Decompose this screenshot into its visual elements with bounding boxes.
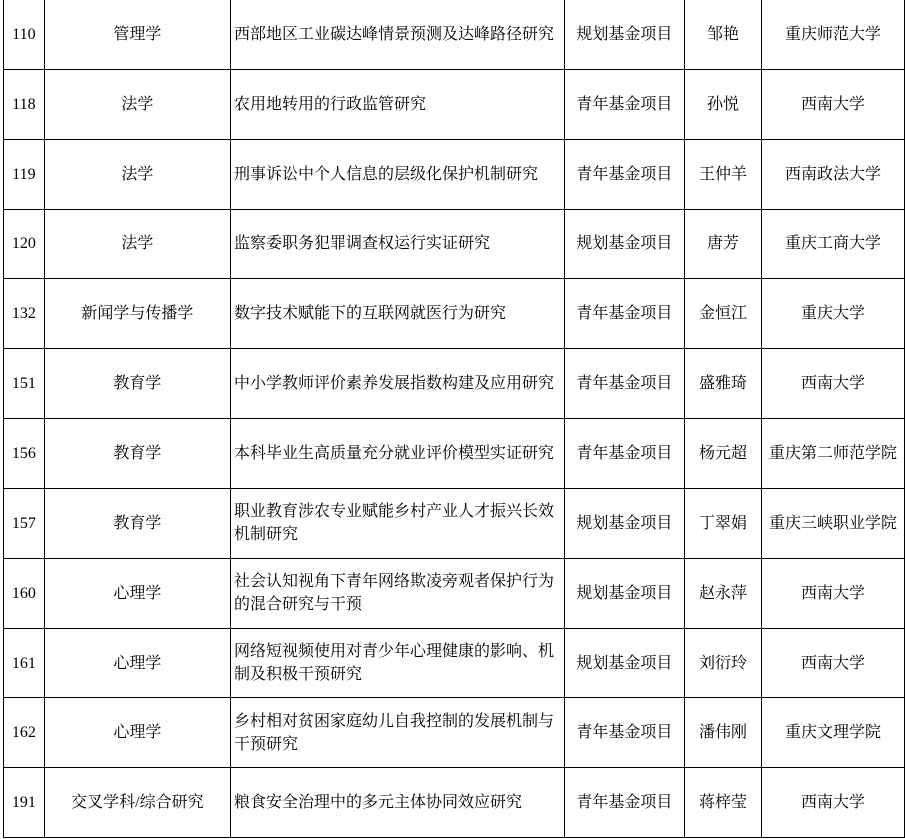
cell-project-title: 农用地转用的行政监管研究 bbox=[230, 69, 564, 139]
table-row bbox=[4, 419, 905, 489]
table-row bbox=[4, 698, 905, 768]
cell-fund-type: 青年基金项目 bbox=[564, 698, 684, 768]
cell-fund-type: 青年基金项目 bbox=[564, 768, 684, 838]
cell-project-title: 粮食安全治理中的多元主体协同效应研究 bbox=[230, 768, 564, 838]
cell-project-title: 中小学教师评价素养发展指数构建及应用研究 bbox=[230, 349, 564, 419]
cell-serial-number: 151 bbox=[4, 349, 45, 419]
cell-serial-number: 156 bbox=[4, 419, 45, 489]
cell-university: 重庆第二师范学院 bbox=[762, 419, 905, 489]
cell-university: 西南大学 bbox=[762, 69, 905, 139]
cell-serial-number: 191 bbox=[4, 768, 45, 838]
table-row bbox=[4, 209, 905, 279]
cell-discipline: 法学 bbox=[44, 139, 230, 209]
cell-university: 重庆工商大学 bbox=[762, 209, 905, 279]
cell-project-title: 社会认知视角下青年网络欺凌旁观者保护行为的混合研究与干预 bbox=[230, 558, 564, 628]
projects-table bbox=[3, 0, 905, 838]
cell-discipline: 法学 bbox=[44, 209, 230, 279]
cell-serial-number: 120 bbox=[4, 209, 45, 279]
cell-leader-name: 孙悦 bbox=[685, 69, 762, 139]
cell-leader-name: 丁翠娟 bbox=[685, 488, 762, 558]
cell-discipline: 法学 bbox=[44, 69, 230, 139]
cell-serial-number: 110 bbox=[4, 0, 45, 69]
cell-serial-number: 162 bbox=[4, 698, 45, 768]
cell-discipline: 交叉学科/综合研究 bbox=[44, 768, 230, 838]
cell-fund-type: 规划基金项目 bbox=[564, 628, 684, 698]
cell-leader-name: 王仲羊 bbox=[685, 139, 762, 209]
cell-university: 西南大学 bbox=[762, 349, 905, 419]
cell-leader-name: 刘衍玲 bbox=[685, 628, 762, 698]
cell-serial-number: 161 bbox=[4, 628, 45, 698]
table-row bbox=[4, 69, 905, 139]
cell-fund-type: 规划基金项目 bbox=[564, 558, 684, 628]
cell-leader-name: 潘伟刚 bbox=[685, 698, 762, 768]
cell-fund-type: 青年基金项目 bbox=[564, 349, 684, 419]
cell-fund-type: 青年基金项目 bbox=[564, 279, 684, 349]
cell-fund-type: 规划基金项目 bbox=[564, 209, 684, 279]
cell-fund-type: 青年基金项目 bbox=[564, 139, 684, 209]
cell-fund-type: 规划基金项目 bbox=[564, 488, 684, 558]
cell-project-title: 监察委职务犯罪调查权运行实证研究 bbox=[230, 209, 564, 279]
cell-discipline: 管理学 bbox=[44, 0, 230, 69]
table-row bbox=[4, 0, 905, 69]
cell-project-title: 乡村相对贫困家庭幼儿自我控制的发展机制与干预研究 bbox=[230, 698, 564, 768]
cell-leader-name: 盛雅琦 bbox=[685, 349, 762, 419]
cell-leader-name: 邹艳 bbox=[685, 0, 762, 69]
cell-university: 重庆三峡职业学院 bbox=[762, 488, 905, 558]
cell-discipline: 教育学 bbox=[44, 488, 230, 558]
cell-university: 重庆文理学院 bbox=[762, 698, 905, 768]
cell-serial-number: 157 bbox=[4, 488, 45, 558]
cell-university: 重庆师范大学 bbox=[762, 0, 905, 69]
cell-university: 西南政法大学 bbox=[762, 139, 905, 209]
cell-leader-name: 唐芳 bbox=[685, 209, 762, 279]
cell-leader-name: 赵永萍 bbox=[685, 558, 762, 628]
cell-university: 西南大学 bbox=[762, 558, 905, 628]
cell-university: 西南大学 bbox=[762, 628, 905, 698]
cell-fund-type: 青年基金项目 bbox=[564, 419, 684, 489]
cell-serial-number: 118 bbox=[4, 69, 45, 139]
table-row bbox=[4, 349, 905, 419]
cell-project-title: 西部地区工业碳达峰情景预测及达峰路径研究 bbox=[230, 0, 564, 69]
cell-project-title: 刑事诉讼中个人信息的层级化保护机制研究 bbox=[230, 139, 564, 209]
table-row bbox=[4, 628, 905, 698]
cell-discipline: 教育学 bbox=[44, 419, 230, 489]
cell-fund-type: 规划基金项目 bbox=[564, 0, 684, 69]
cell-discipline: 心理学 bbox=[44, 558, 230, 628]
table-row bbox=[4, 139, 905, 209]
cell-leader-name: 蒋梓莹 bbox=[685, 768, 762, 838]
cell-discipline: 心理学 bbox=[44, 628, 230, 698]
cell-leader-name: 金恒江 bbox=[685, 279, 762, 349]
cell-discipline: 心理学 bbox=[44, 698, 230, 768]
cell-university: 西南大学 bbox=[762, 768, 905, 838]
cell-project-title: 数字技术赋能下的互联网就医行为研究 bbox=[230, 279, 564, 349]
cell-serial-number: 160 bbox=[4, 558, 45, 628]
table-row bbox=[4, 558, 905, 628]
cell-discipline: 新闻学与传播学 bbox=[44, 279, 230, 349]
cell-project-title: 网络短视频使用对青少年心理健康的影响、机制及积极干预研究 bbox=[230, 628, 564, 698]
cell-fund-type: 青年基金项目 bbox=[564, 69, 684, 139]
cell-project-title: 职业教育涉农专业赋能乡村产业人才振兴长效机制研究 bbox=[230, 488, 564, 558]
cell-discipline: 教育学 bbox=[44, 349, 230, 419]
cell-serial-number: 119 bbox=[4, 139, 45, 209]
cell-project-title: 本科毕业生高质量充分就业评价模型实证研究 bbox=[230, 419, 564, 489]
cell-university: 重庆大学 bbox=[762, 279, 905, 349]
cell-leader-name: 杨元超 bbox=[685, 419, 762, 489]
table-row bbox=[4, 488, 905, 558]
table-row bbox=[4, 768, 905, 838]
table-row bbox=[4, 279, 905, 349]
cell-serial-number: 132 bbox=[4, 279, 45, 349]
